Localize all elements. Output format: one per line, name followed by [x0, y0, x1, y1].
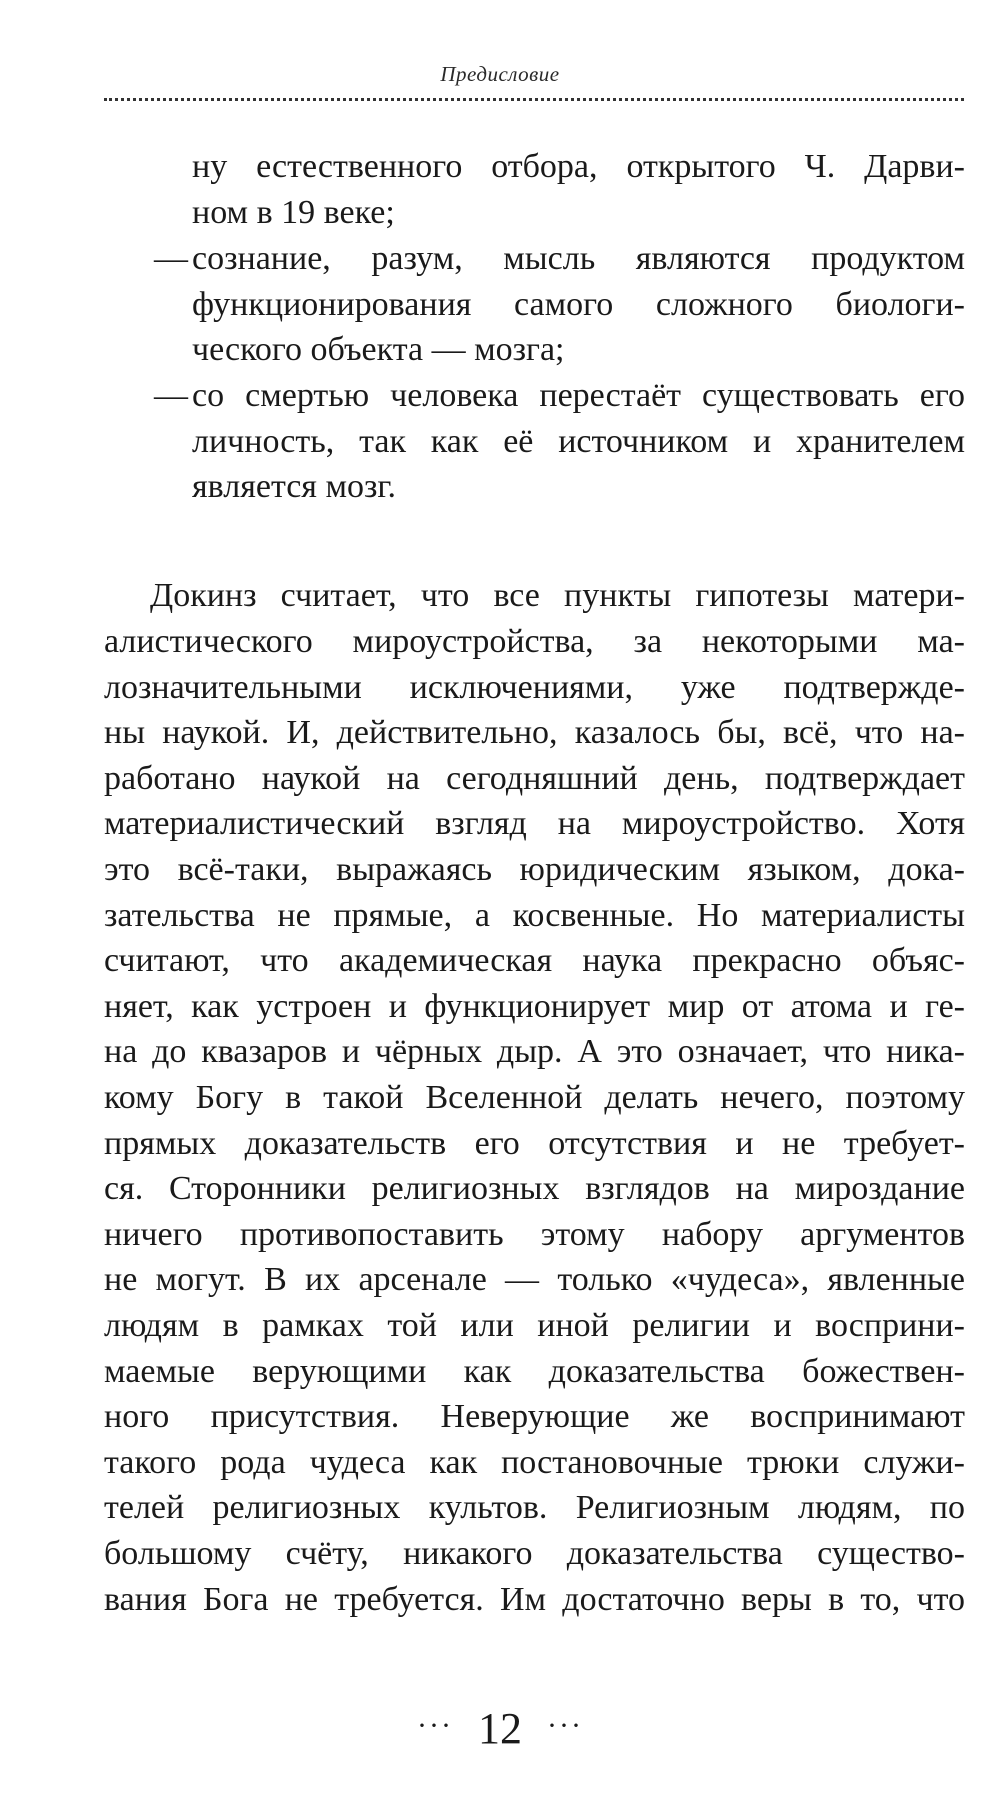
- folio-dots-right: ···: [547, 1709, 583, 1742]
- page-number: 12: [478, 1704, 522, 1753]
- paragraph-line: людям в рамках той или иной религии и восприни-: [104, 1307, 965, 1344]
- paragraph-line: Докинз считает, что все пункты гипотезы матери-: [150, 577, 965, 614]
- list-line: ческого объекта — мозга;: [192, 331, 565, 368]
- paragraph-line: няет, как устроен и функционирует мир от атома и ге-: [104, 988, 965, 1025]
- paragraph-line: на до квазаров и чёрных дыр. А это означает, что ника-: [104, 1033, 965, 1070]
- paragraph-line: ничего противопоставить этому набору аргументов: [104, 1216, 965, 1253]
- list-line: сознание, разум, мысль являются продуктом: [192, 240, 965, 277]
- paragraph-line: лозначительными исключениями, уже подтвержде-: [104, 669, 965, 706]
- list-line: функционирования самого сложного биологи-: [192, 286, 965, 323]
- list-dash: —: [154, 377, 188, 414]
- paragraph-line: материалистический взгляд на мироустройство. Хотя: [104, 805, 965, 842]
- paragraph-line: работано наукой на сегодняшний день, подтверждает: [104, 760, 965, 797]
- paragraph-line: ного присутствия. Неверующие же воспринимают: [104, 1398, 965, 1435]
- paragraph-line: такого рода чудеса как постановочные трюки служи-: [104, 1444, 965, 1481]
- list-line: ну естественного отбора, открытого Ч. Дарви-: [192, 148, 965, 185]
- paragraph-line: вания Бога не требуется. Им достаточно веры в то, что: [104, 1581, 965, 1618]
- list-dash: —: [154, 240, 188, 277]
- paragraph-line: телей религиозных культов. Религиозным людям, по: [104, 1489, 965, 1526]
- page-number-footer: [0, 1703, 1000, 1754]
- list-line: личность, так как её источником и хранителем: [192, 423, 965, 460]
- list-line: является мозг.: [192, 468, 396, 505]
- folio-dots-left: ···: [417, 1709, 453, 1742]
- paragraph-line: это всё-таки, выражаясь юридическим языком, дока-: [104, 851, 965, 888]
- list-line: ном в 19 веке;: [192, 194, 395, 231]
- paragraph-line: ся. Сторонники религиозных взглядов на мироздание: [104, 1170, 965, 1207]
- paragraph-line: прямых доказательств его отсутствия и не требует-: [104, 1125, 965, 1162]
- dotted-header-rule: [104, 98, 964, 101]
- paragraph-line: ны наукой. И, действительно, казалось бы, всё, что на-: [104, 714, 965, 751]
- paragraph-line: считают, что академическая наука прекрасно объяс-: [104, 942, 965, 979]
- list-line: со смертью человека перестаёт существовать его: [192, 377, 965, 414]
- paragraph-line: кому Богу в такой Вселенной делать нечего, поэтому: [104, 1079, 965, 1116]
- paragraph-line: большому счёту, никакого доказательства существо-: [104, 1535, 965, 1572]
- paragraph-line: зательства не прямые, а косвенные. Но материалисты: [104, 897, 965, 934]
- running-header: Предисловие: [440, 62, 560, 86]
- paragraph-line: маемые верующими как доказательства божествен-: [104, 1353, 965, 1390]
- paragraph-line: не могут. В их арсенале — только «чудеса», явленные: [104, 1261, 965, 1298]
- paragraph-line: алистического мироустройства, за некоторыми ма-: [104, 623, 965, 660]
